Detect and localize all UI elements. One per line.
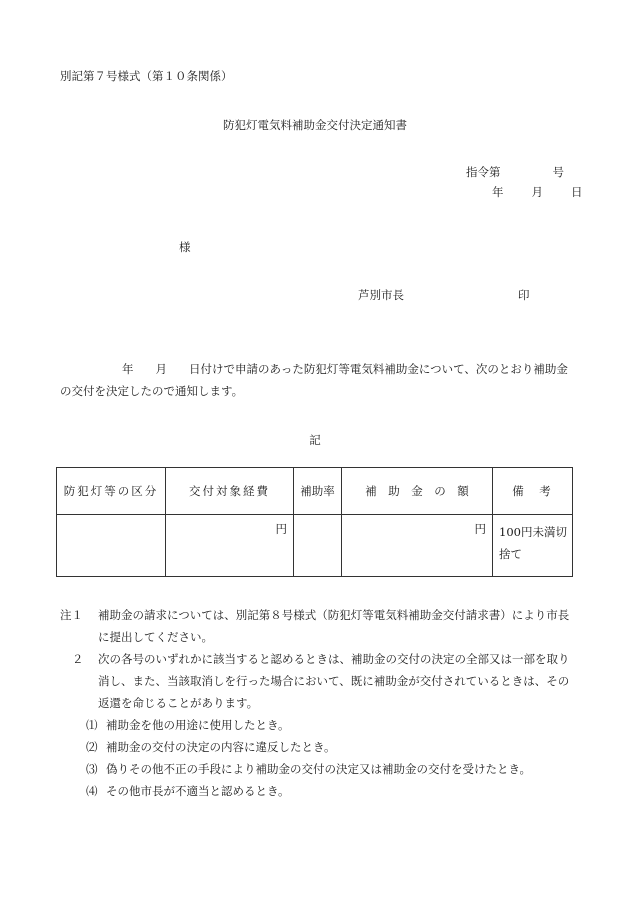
body-month: 月 xyxy=(155,362,167,376)
table-header-row xyxy=(57,468,573,515)
issuer-line xyxy=(358,287,530,303)
list-item-text: その他市長が不適当と認めるとき。 xyxy=(106,784,290,798)
document-title: 防犯灯電気料補助金交付決定通知書 xyxy=(223,118,407,132)
body-year: 年 xyxy=(122,362,134,376)
date-year: 年 xyxy=(492,185,504,199)
date-day: 日 xyxy=(571,185,583,199)
number-prefix: 指令第 xyxy=(466,165,501,179)
list-item-text: 偽りその他不正の手段により補助金の交付の決定又は補助金の交付を受けたとき。 xyxy=(106,762,532,776)
header-subsidy-rate: 補助率 xyxy=(294,468,342,515)
list-item-label: ⑴ xyxy=(86,718,98,732)
header-category: 防犯灯等の区分 xyxy=(57,468,166,515)
notice-body xyxy=(60,358,572,402)
issuer-name: 芦別市長 xyxy=(358,288,404,302)
cell-category xyxy=(57,515,166,577)
issue-date-line xyxy=(492,184,583,200)
table-row xyxy=(57,515,573,577)
note-2 xyxy=(60,648,576,714)
form-label: 別記第７号様式（第１０条関係） xyxy=(60,69,233,83)
recipient-honorific: 様 xyxy=(179,240,191,254)
note-2-label: ２ xyxy=(72,652,84,666)
notes-section xyxy=(60,604,576,802)
header-remarks: 備 考 xyxy=(493,468,573,515)
header-subsidy-amount: 補 助 金 の 額 xyxy=(342,468,493,515)
cell-subsidy-rate xyxy=(294,515,342,577)
list-item xyxy=(60,714,576,736)
list-item-label: ⑶ xyxy=(86,762,98,776)
list-item-text: 補助金の交付の決定の内容に違反したとき。 xyxy=(106,740,336,754)
list-item-text: 補助金を他の用途に使用したとき。 xyxy=(106,718,290,732)
date-month: 月 xyxy=(531,185,543,199)
ki-heading: 記 xyxy=(309,433,321,447)
note-1-text: 補助金の請求については、別記第８号様式（防犯灯等電気料補助金交付請求書）により市長に提出してください。 xyxy=(98,608,570,644)
cell-remarks: 100円未満切捨て xyxy=(493,515,573,577)
document-number-line xyxy=(466,164,564,180)
note-1-label: 注１ xyxy=(60,608,83,622)
list-item xyxy=(60,758,576,780)
list-item-label: ⑷ xyxy=(86,784,98,798)
cell-eligible-cost: 円 xyxy=(166,515,294,577)
cell-subsidy-amount: 円 xyxy=(342,515,493,577)
list-item xyxy=(60,780,576,802)
list-item xyxy=(60,736,576,758)
header-eligible-cost: 交付対象経費 xyxy=(166,468,294,515)
body-text: 日付けで申請のあった防犯灯等電気料補助金について、次のとおり補助金の交付を決定したので通知します。 xyxy=(60,362,568,398)
list-item-label: ⑵ xyxy=(86,740,98,754)
note-2-text: 次の各号のいずれかに該当すると認めるときは、補助金の交付の決定の全部又は一部を取り消し、また、当該取消しを行った場合において、既に補助金が交付されているときは、その返還を命じることがあります。 xyxy=(98,652,570,710)
number-suffix: 号 xyxy=(552,165,564,179)
grant-table xyxy=(56,467,573,577)
note-1 xyxy=(60,604,576,648)
seal-mark: 印 xyxy=(518,288,530,302)
